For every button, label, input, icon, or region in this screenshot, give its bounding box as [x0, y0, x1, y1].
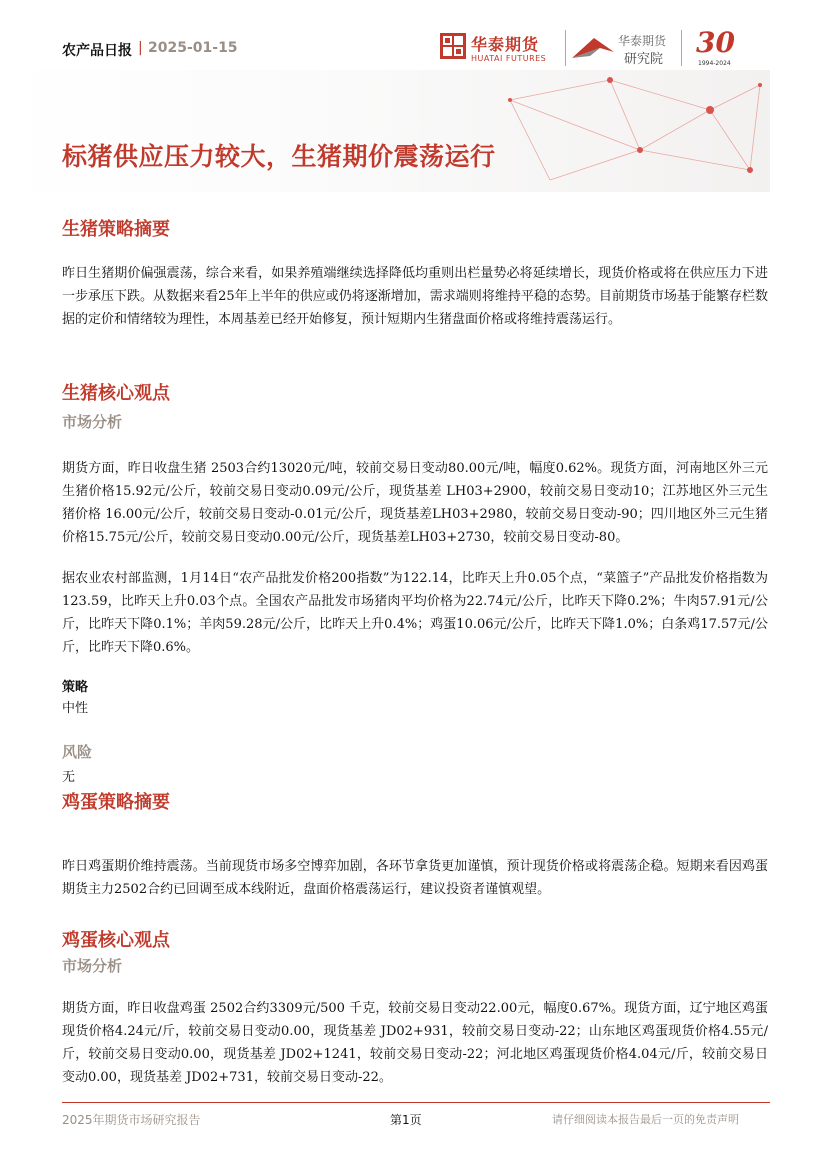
network-decoration-icon — [490, 70, 770, 192]
pig-market-text-1: 期货方面，昨日收盘生猪 2503合约13020元/吨，较前交易日变动80.00元/吨，幅度0.62%。现货方面，河南地区外三元生猪价格15.92元/公斤，较前交易日变动0.09元/公斤，现货基差 LH03+2900，较前交易日变动10；江苏地区外三元生猪价格 16.00元/公斤，较前交易日变动-0.01元/公斤，现货基差LH03+2980，较前交易日变动-90；四川地区外三元生猪价格15.75元/公斤，较前交易日变动0.00元/公斤，现货基差LH03+2730，较前交易日变动-80。 — [62, 461, 768, 545]
egg-market-text: 期货方面，昨日收盘鸡蛋 2502合约3309元/500 千克，较前交易日变动22.00元，幅度0.67%。现货方面，辽宁地区鸡蛋现货价格4.24元/斤，较前交易日变动0.00，现货基差 JD02+931，较前交易日变动-22；山东地区鸡蛋现货价格4.55元/斤，较前交易日变动0.00，现货基差 JD02+1241，较前交易日变动-22；河北地区鸡蛋现货价格4.04元/斤，较前交易日变动0.00，现货基差 JD02+731，较前交易日变动-22。 — [62, 1001, 768, 1085]
research-institute-logo — [568, 30, 678, 68]
disclaimer-note: 请仔细阅读本报告最后一页的免责声明 — [552, 1113, 739, 1126]
page-number: 第1页 — [390, 1113, 422, 1127]
egg-summary-heading: 鸡蛋策略摘要 — [62, 792, 170, 813]
huatai-futures-logo — [440, 32, 560, 68]
report-type: 农产品日报 — [62, 43, 132, 59]
egg-market-heading: 市场分析 — [62, 957, 123, 975]
page-title: 标猪供应压力较大，生猪期价震荡运行 — [62, 142, 496, 171]
pig-risk-value: 无 — [62, 770, 76, 785]
pig-strategy-value: 中性 — [62, 701, 89, 716]
pig-summary-heading: 生猪策略摘要 — [62, 219, 170, 240]
page-header — [0, 26, 826, 68]
report-date: 2025-01-15 — [148, 40, 238, 56]
pig-risk-heading: 风险 — [62, 743, 93, 761]
research-name-line1: 华泰期货 — [618, 34, 667, 48]
pig-strategy-heading: 策略 — [62, 680, 89, 695]
logo-english-name: HUATAI FUTURES — [471, 54, 547, 63]
pig-summary-text: 昨日生猪期价偏强震荡，综合来看，如果养殖端继续选择降低均重则出栏量势必将延续增长，现货价格或将在供应压力下进一步承压下跌。从数据来看25年上半年的供应或仍将逐渐增加，需求端则将维持平稳的态势。目前期货市场基于能繁存栏数据的定价和情绪较为理性，本周基差已经开始修复，预计短期内生猪盘面价格或将维持震荡运行。 — [62, 266, 768, 327]
pig-market-heading: 市场分析 — [62, 413, 123, 431]
logo-chinese-name: 华泰期货 — [471, 35, 540, 54]
header-divider — [565, 30, 566, 66]
anniversary-number: 30 — [696, 26, 735, 59]
research-swoosh-icon — [570, 34, 616, 62]
footer-report-label: 2025年期货市场研究报告 — [62, 1113, 201, 1127]
anniversary-logo — [692, 26, 762, 68]
egg-core-heading: 鸡蛋核心观点 — [62, 930, 170, 951]
header-separator: | — [138, 40, 143, 56]
research-name-line2: 研究院 — [624, 52, 664, 67]
pig-core-heading: 生猪核心观点 — [62, 383, 170, 404]
header-divider — [681, 30, 682, 66]
egg-summary-text: 昨日鸡蛋期价维持震荡。当前现货市场多空博弈加剧，各环节拿货更加谨慎，预计现货价格或将震荡企稳。短期来看因鸡蛋期货主力2502合约已回调至成本线附近，盘面价格震荡运行，建议投资者谨慎观望。 — [62, 859, 768, 897]
footer-divider — [62, 1102, 770, 1103]
huatai-logo-icon — [440, 33, 466, 59]
pig-market-text-2: 据农业农村部监测，1月14日“农产品批发价格200指数”为122.14，比昨天上升0.05个点，“菜篮子”产品批发价格指数为123.59，比昨天上升0.03个点。全国农产品批发市场猪肉平均价格为22.74元/公斤，比昨天下降0.2%；牛肉57.91元/公斤，比昨天下降0.1%；羊肉59.28元/公斤，比昨天上升0.4%；鸡蛋10.06元/公斤，比昨天下降1.0%；白条鸡17.57元/公斤，比昨天下降0.6%。 — [62, 571, 768, 655]
anniversary-years: 1994-2024 — [698, 60, 731, 67]
